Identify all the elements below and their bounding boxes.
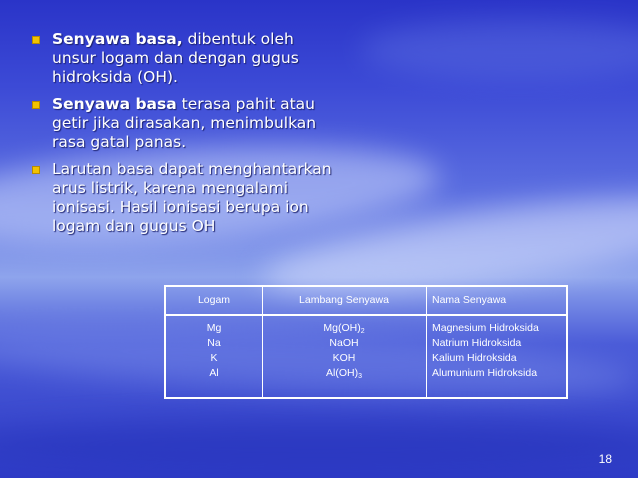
table-cell: Natrium Hidroksida (432, 337, 522, 349)
table-cell: $Mg(OH)_2$ (323, 322, 365, 335)
bullet-bold-text: Senyawa basa (52, 95, 177, 113)
bullet-list (32, 30, 332, 244)
table-cell: NaOH (329, 337, 359, 349)
table-cell: $Al(OH)_3$ (326, 367, 362, 380)
bullet-text: dibentuk oleh unsur logam dan dengan gugus hidroksida (OH). (52, 30, 299, 86)
table-divider (426, 287, 427, 397)
bullet-item (32, 95, 332, 152)
bullet-item (32, 160, 332, 236)
square-bullet-icon (32, 166, 40, 174)
base-compounds-table (164, 285, 568, 399)
header-nama-senyawa: Nama Senyawa (432, 294, 507, 306)
header-lambang-senyawa: Lambang Senyawa (299, 294, 389, 306)
table-cell: Magnesium Hidroksida (432, 322, 539, 334)
table-cell: K (210, 352, 218, 364)
bullet-text: terasa pahit atau getir jika dirasakan, menimbulkan rasa gatal panas. (52, 95, 317, 151)
table-cell: KOH (332, 352, 356, 364)
header-logam: Logam (197, 294, 231, 306)
background-wave (360, 20, 638, 80)
bullet-text: Larutan basa dapat menghantarkan arus listrik, karena mengalami ionisasi. Hasil ionisasi berupa ion logam dan gugus OH (52, 160, 332, 235)
column-lambang (262, 321, 426, 381)
table-cell: Na (207, 337, 221, 349)
column-logam (166, 321, 262, 381)
table-header-divider (166, 314, 566, 316)
table-cell: Al (209, 367, 219, 379)
table-cell: Alumunium Hidroksida (432, 367, 538, 379)
square-bullet-icon (32, 101, 40, 109)
background-wave (0, 420, 638, 470)
bullet-item (32, 30, 332, 87)
slide-number: 18 (598, 452, 612, 466)
bullet-bold-text: Senyawa basa, (52, 30, 183, 48)
table-cell: Mg (206, 322, 222, 334)
square-bullet-icon (32, 36, 40, 44)
table-cell: Kalium Hidroksida (432, 352, 517, 364)
column-nama (432, 321, 568, 381)
